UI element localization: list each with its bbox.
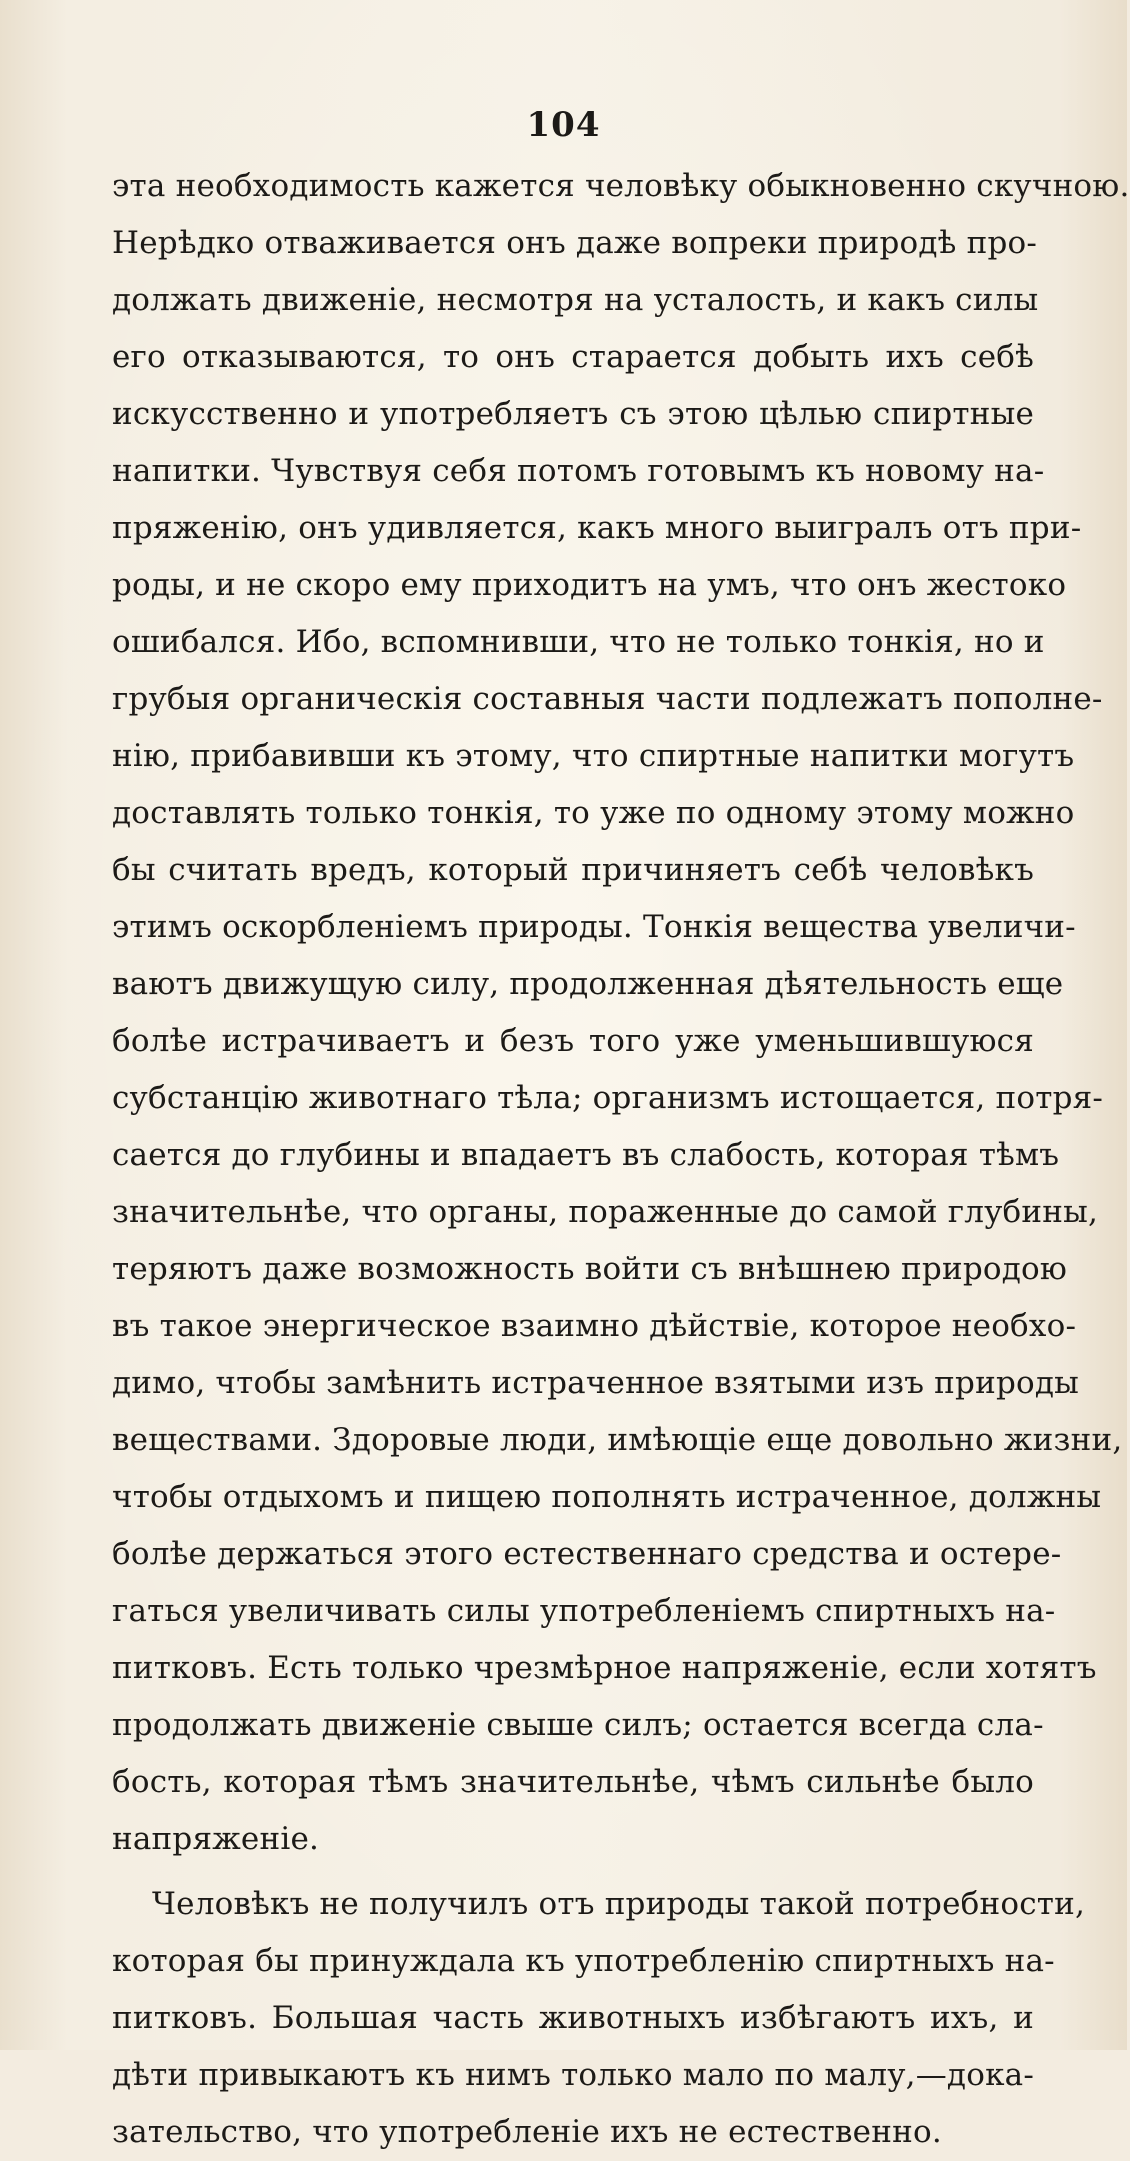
- text-line: напряженiе.: [112, 1821, 320, 1857]
- text-line: значительнѣе, что органы, пораженные до самой глубины,: [112, 1194, 1099, 1230]
- text-line: этимъ оскорбленiемъ природы. Тонкiя вещества увеличи-: [112, 909, 1076, 945]
- text-line: димо, чтобы замѣнить истраченное взятыми изъ природы: [112, 1365, 1080, 1401]
- text-line: доставлять только тонкiя, то уже по одному этому можно: [112, 795, 1075, 831]
- text-line: роды, и не скоро ему приходитъ на умъ, что онъ жестоко: [112, 567, 1067, 603]
- body-text: [112, 158, 1130, 2161]
- text-line: зательство, что употребленiе ихъ не естественно.: [112, 2114, 942, 2150]
- text-line: эта необходимость кажется человѣку обыкновенно скучною.: [112, 168, 1130, 204]
- text-line: продолжать движенiе свыше силъ; остается всегда сла-: [112, 1707, 1044, 1743]
- text-line: ваютъ движущую силу, продолженная дѣятельность еще: [112, 966, 1064, 1002]
- text-line: грубыя органическiя составныя части подлежатъ пополне-: [112, 681, 1103, 717]
- text-line: субстанцiю животнаго тѣла; организмъ истощается, потря-: [112, 1080, 1104, 1116]
- text-line: въ такое энергическое взаимно дѣйствiе, которое необхо-: [112, 1308, 1077, 1344]
- text-line: ошибался. Ибо, вспомнивши, что не только тонкiя, но и: [112, 624, 1045, 660]
- text-line: гаться увеличивать силы употребленiемъ спиртныхъ на-: [112, 1593, 1056, 1629]
- text-line: болѣе истрачиваетъ и безъ того уже уменьшившуюся: [112, 1023, 1034, 1059]
- text-line: теряютъ даже возможность войти съ внѣшнею природою: [112, 1251, 1068, 1287]
- paragraph-1: [112, 158, 1130, 1868]
- text-line: нiю, прибавивши къ этому, что спиртные напитки могутъ: [112, 738, 1075, 774]
- text-line: Человѣкъ не получилъ отъ природы такой потребности,: [152, 1886, 1086, 1922]
- text-line: которая бы принуждала къ употребленiю спиртныхъ на-: [112, 1943, 1055, 1979]
- text-line: питковъ. Большая часть животныхъ избѣгаютъ ихъ, и: [112, 2000, 1034, 2036]
- text-line: напитки. Чувствуя себя потомъ готовымъ къ новому на-: [112, 453, 1045, 489]
- text-line: искусственно и употребляетъ съ этою цѣлью спиртные: [112, 396, 1034, 432]
- text-line: дѣти привыкаютъ къ нимъ только мало по малу,—дока-: [112, 2057, 1035, 2093]
- text-line: его отказываются, то онъ старается добыть ихъ себѣ: [112, 339, 1034, 375]
- text-line: должать движенiе, несмотря на усталость, и какъ силы: [112, 282, 1039, 318]
- text-line: питковъ. Есть только чрезмѣрное напряженiе, если хотятъ: [112, 1650, 1097, 1686]
- text-line: пряженiю, онъ удивляется, какъ много выигралъ отъ при-: [112, 510, 1082, 546]
- page-number: 104: [526, 105, 601, 145]
- text-line: чтобы отдыхомъ и пищею пополнять истраченное, должны: [112, 1479, 1102, 1515]
- paragraph-2: [112, 1876, 1086, 2161]
- text-line: веществами. Здоровые люди, имѣющiе еще довольно жизни,: [112, 1422, 1123, 1458]
- text-line: Нерѣдко отваживается онъ даже вопреки природѣ про-: [112, 225, 1038, 261]
- paragraph-gap: [112, 1868, 1034, 1876]
- text-line: болѣе держаться этого естественнаго средства и остере-: [112, 1536, 1062, 1572]
- text-line: бы считать вредъ, который причиняетъ себѣ человѣкъ: [112, 852, 1034, 888]
- text-line: бость, которая тѣмъ значительнѣе, чѣмъ сильнѣе было: [112, 1764, 1034, 1800]
- text-line: сается до глубины и впадаетъ въ слабость, которая тѣмъ: [112, 1137, 1060, 1173]
